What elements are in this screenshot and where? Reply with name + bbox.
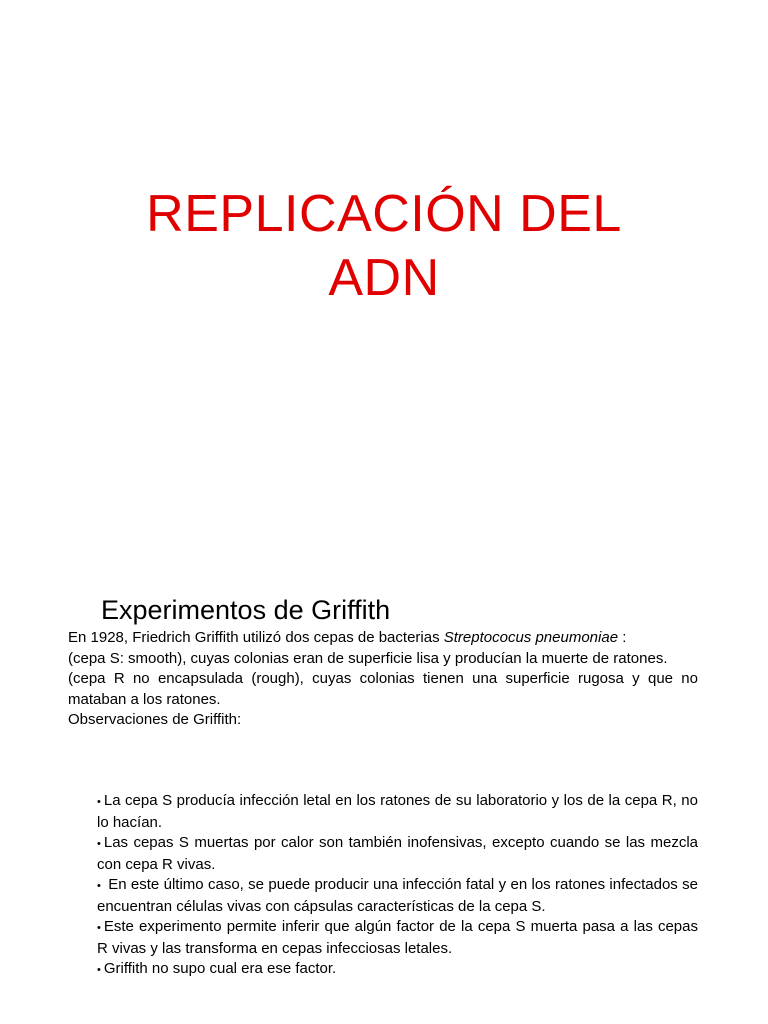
list-item [97, 959, 698, 981]
observations-label: Observaciones de Griffith: [68, 711, 242, 728]
species-name: Streptococus pneumoniae [443, 629, 619, 646]
strain-r-paragraph: (cepa R no encapsulada (rough), cuyas colonias tienen una superficie rugosa y que no mataban a los ratones. [68, 670, 698, 708]
list-item-text: La cepa S producía infección letal en los ratones de su laboratorio y los de la cepa R, no lo hacían. [97, 792, 698, 831]
title-line-2: ADN [328, 249, 440, 307]
page-title [0, 182, 768, 310]
section-heading: Experimentos de Griffith [101, 595, 391, 625]
list-item [97, 833, 698, 875]
strain-s-paragraph: (cepa S: smooth), cuyas colonias eran de superficie lisa y producían la muerte de ratones. [68, 649, 668, 667]
intro-suffix: : [618, 629, 627, 646]
list-item [97, 875, 698, 917]
list-item [97, 917, 698, 959]
section-body [68, 628, 698, 731]
bullet-icon: • [97, 964, 101, 976]
bullet-icon: • [97, 880, 101, 892]
list-item-text: Griffith no supo cual era ese factor. [103, 960, 337, 977]
intro-prefix: En 1928, Friedrich Griffith utilizó dos cepas de bacterias [68, 629, 444, 646]
observations-list [97, 791, 698, 981]
intro-paragraph [68, 628, 698, 649]
bullet-icon: • [97, 838, 101, 850]
list-item-text: Este experimento permite inferir que algún factor de la cepa S muerta pasa a las cepas R vivas y las transforma en cepas infecciosas letales. [97, 918, 698, 957]
bullet-icon: • [97, 796, 101, 808]
bullet-icon: • [97, 922, 101, 934]
list-item-text: En este último caso, se puede producir una infección fatal y en los ratones infectados se encuentran células vivas con cápsulas características de la cepa S. [97, 876, 698, 915]
list-item [97, 791, 698, 833]
title-line-1: REPLICACIÓN DEL [146, 185, 622, 243]
list-item-text: Las cepas S muertas por calor son también inofensivas, excepto cuando se las mezcla con cepa R vivas. [97, 834, 698, 873]
